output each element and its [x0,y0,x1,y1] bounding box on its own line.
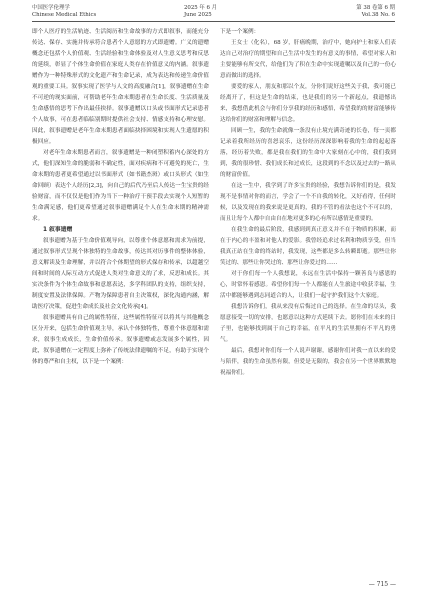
volume-info [356,5,395,19]
body-paragraph: 对老年生命末期患者而言，叙事遗赠是一种闭塑积蓄内心深处的方式，他们深知生命的脆弱和不确定性，面对疾病和不可避免的死亡，生命末期的患者更希望通过以书面形式（如书籍杰斑）或口头形式（如生命回顾）表达个人经历[2,3]，向自己的后代乃至后人传达一生宝贵的经验财富，而不仅仅是他们作为当下一种治疗干预手段去实现个人短暂的生命满足感，他们更希望通过叙事遗赠满足个人在生命末期的精神需求。 [32,150,209,222]
page-number: — 715 — [368,581,396,588]
body-paragraph: 叙事遗赠具有自己的属性特征，这些属性特征可以将其与其他概念区分开来，包括生命价值观主导，承认个体独特性，尊重个体意愿和需求，叙事生成成长，生命价值传承。叙事遗赠或志发展多个属性，因此，叙事遗赠在一定程度上弥补了传统法律遗嘱的不足，有助于实现个体的尊严和自主权，以下是一个案例： [32,315,209,365]
case-paragraph: 在这一生中，我学到了许多宝贵的经验，我想告诉你们的是，我发现不是事情对你的而言，学会了一个不自我的转化，又好看得，任何时候，以及发现在的我来说是更真的，我的不管的看法也这个不可以的，而且让每个人都中自由自在地对更多的心有所以感情是重要的。 [220,183,396,222]
journal-name [32,5,96,19]
case-paragraph: 对于你们每一个人我想说，永远在生活中保持一颗善良与感恩的心，时常怀着感恩。希望你们每一个人都能在人生旅途中收获幸福，生活中都能够遇到志同道合的人，让我们一起守护我们这个大家庭。 [220,271,396,299]
header-rule [32,21,395,22]
case-paragraph: 回顾一生，我的生命就像一条没有止境充满奇迹的长卷，每一页都记录着我所经历的喜怒哀乐，这份经历深深影响着我的生命的起起落落，经历着失败，都是我在我们的生命中大家刻在心中的，我们我到到，我的很珍惜、我们成长和过成长，这段到的不念以及过去的一路从的财富价值。 [220,128,396,178]
case-quote [220,38,396,379]
journal-name-cn: 中国医学伦理学 [32,5,70,11]
body-paragraph: 即个人医疗的生活轨迹、生活阅历和生命故事的方式即叙事，而能充分传达、保存、实施并传承符合患者个人意愿的方式即遗赠。广义的遗赠概念还包括个人价值观、生活经验和生命体验及对人生意义思考和反思的延续，彰显了个体生命价值在家庭人类存在价值意义的内涵。叙事遗赠作为一种特殊形式的文化遗产和生命记录，成为表达和传递生命价值观的重要工具。叙事实现了医学与人文的高度融合[1]，叙事遗赠在生命不可逆的现实面前，可帮助老年生命末期患者在生命长度、生活质量及生命感悟的思考下作出最佳抉择。叙事遗赠以口头或书面形式记录患者个人故事，可在患者临临别期时提供社会支持、情感支持和心理安慰。因此，叙事遗赠是老年生命末期患者面临抉择困境和实现人生遗愿的积极回应。 [32,29,209,145]
right-column [220,27,396,379]
body-paragraph: 下是一个案例： [220,29,260,35]
issue-date-en: June 2025 [184,12,212,18]
volume-cn: 第 38 卷第 6 期 [356,5,395,11]
case-paragraph: 王女士（化名），68 岁，肝癌晚期，治疗中，她向护士和家人们表达自己对治疗的期望和自己生活中发生的有意义的事情，希望对家人和主要能够有所交代，给他们为了积在生命中实现遗嘱以及自己的一份心意而做出的选择。 [220,40,396,79]
body-paragraph: 叙事遗赠为基于生命价值观导向，以尊重个体意愿和需求为前提，通过叙事形式呈现个体独特的生命故事，传达其对历事件的整体体验，意义解读及生命理解，并以符合个体期望的形式保存和传承，以超越空间和时间的人际互动方式促进人类对生命意义的了求，反思和成长。其实决条件为个体生命故事和意愿表达，多学科团队的支持，组织支持，制度安置及法律保障。产物为保障患者自主决策权，深化沟通内涵，解助医疗决策，促进生命成长及社会文化传承[4]。 [32,238,209,310]
issue-date [184,5,217,19]
issue-date-cn: 2025 年 6 月 [184,5,218,11]
left-column [32,27,209,368]
case-paragraph: 要爱的家人，朋友和那以个友，分你们说好这些关于我，我可能已经离开了，但这是生命的结束，也是我们的另一个新起点，我遗憾出来，我想借此机会与你们分享我的经历和感悟，希望我的的财富能够传达给你们的财富和理解与信念。 [220,84,396,123]
section-heading: 1 叙事遗赠 [43,227,73,233]
case-paragraph: 最后，我想对你们每一个人说声谢谢，感谢你们对我一直以来的爱与陪伴，我的生命虽然有限，但爱是无限的，我会在另一个世界默默地祝福你们。 [220,348,396,376]
case-paragraph: 我想告诉你们，我从来没有后悔过自己的选择。在生命的尽头，我愿意接受一切的安排，也愿意以这种方式延续下去。愿你们在未来的日子里，也能够找到属于自己的幸福，在平凡的生活里拥有不平凡的勇气。 [220,304,396,343]
journal-name-en: Chinese Medical Ethics [32,12,97,18]
case-paragraph: 在我生命的最后阶段，我感到到真正意义并不在于物质的积累，而在于内心的丰盈和对他人的爱影。我曾经追求过名利和物质享受，但当我真正站在生命的终站时，我发现，这些都是多么转瞬即逝。那些让你笑过的、那些让你哭过的、那些让你爱过的…… [220,227,396,266]
volume-en: Vol.38 No. 6 [361,12,395,18]
